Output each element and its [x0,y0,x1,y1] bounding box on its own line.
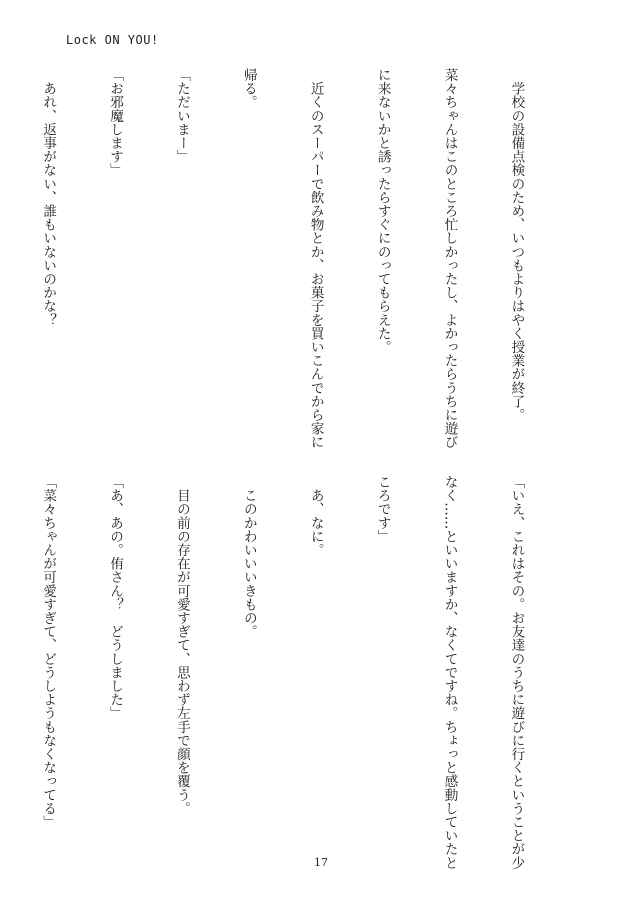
text-line: あれ、返事がない、誰もいないのかな？ [40,68,57,327]
text-line: 学校の設備点検のため、いつもよりはやく授業が終了。 [508,68,525,422]
text-block-bottom [40,475,572,870]
text-line: 帰る。 [240,68,257,109]
text-line: 菜々ちゃんはこのところ忙しかったし、よかったらうちに遊び [441,68,458,449]
running-head: Lock ON YOU! [66,33,159,47]
text-line: 「お邪魔します」 [107,68,124,177]
text-line: 「ただいまー」 [173,68,190,164]
text-line: このかわいいいきもの。 [240,475,257,639]
page-number: 17 [314,856,328,869]
text-line: 「菜々ちゃんが可愛すぎて、どうしようもなくなってる」 [40,475,57,829]
text-line: 近くのスーパーで飲み物とか、お菓子を買いこんでから家に [307,68,324,449]
text-line: 「あ、あの。侑さん？ どうしました」 [107,475,124,720]
text-line: 「いえ、これはその。お友達のうちに遊びに行くということが少 [508,475,525,870]
text-line: に来ないかと誘ったらすぐにのってもらえた。 [374,68,391,354]
text-block-top [40,68,572,463]
text-line: あ、なに。 [307,475,324,557]
text-line: なく……といいますか、なくてですね。ちょっと感動していたと [441,475,458,870]
text-line: 目の前の存在が可愛すぎて、思わず左手で顔を覆う。 [173,475,190,815]
text-line: ころです」 [374,475,391,543]
